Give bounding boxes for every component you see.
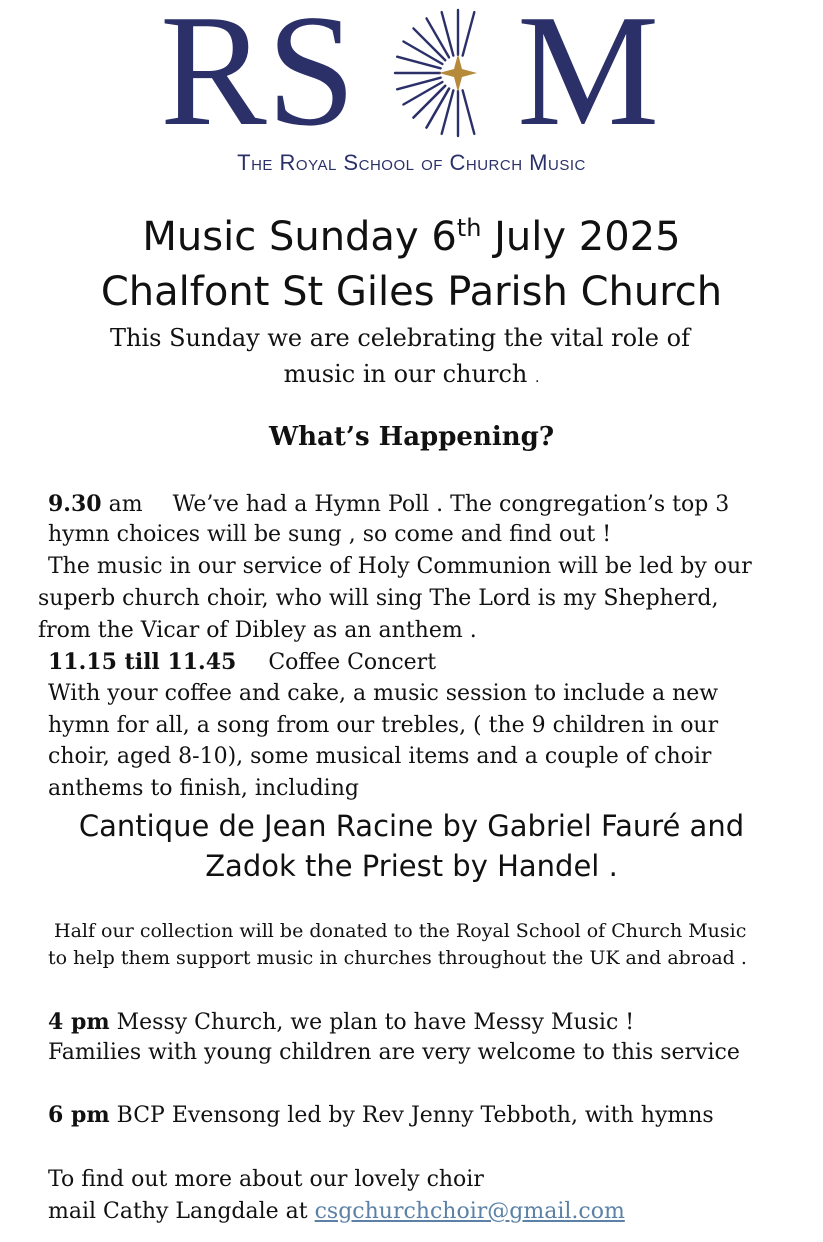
- contact-prefix: mail Cathy Langdale at: [48, 1199, 315, 1224]
- concert-feature1: Cantique de Jean Racine by Gabriel Fauré and: [78, 809, 745, 843]
- morning-line1: [48, 488, 729, 521]
- messy-time: 4 pm: [48, 1009, 110, 1035]
- contact-line1: To find out more about our lovely choir: [48, 1167, 484, 1192]
- messy-line2: Families with young children are very welcome to this service: [48, 1040, 740, 1065]
- morning-time: 9.30: [48, 491, 102, 517]
- concert-label: Coffee Concert: [268, 650, 437, 675]
- morning-line5: from the Vicar of Dibley as an anthem .: [38, 618, 477, 643]
- concert-line1: With your coffee and cake, a music session to include a new: [48, 681, 719, 706]
- collection-line2: to help them support music in churches throughout the UK and abroad .: [48, 947, 747, 969]
- concert-feature2: Zadok the Priest by Handel .: [205, 849, 618, 883]
- intro-line2-dot: .: [534, 370, 540, 386]
- rscm-logo: [0, 0, 823, 190]
- concert-header: [48, 646, 436, 679]
- logo-letters-rs: RS: [160, 0, 356, 159]
- intro-line2: [0, 356, 823, 396]
- collection-line1: Half our collection will be donated to the Royal School of Church Music: [54, 920, 747, 942]
- evensong-time: 6 pm: [48, 1102, 110, 1128]
- evensong-text1: BCP Evensong led by Rev Jenny Tebboth, with hymns: [109, 1103, 714, 1128]
- concert-line2: hymn for all, a song from our trebles, ( the 9 children in our: [48, 713, 719, 738]
- sunburst-star-icon: [393, 8, 523, 138]
- contact-email-link[interactable]: csgchurchchoir@gmail.com: [314, 1199, 625, 1224]
- logo-letter-m: M: [517, 0, 660, 159]
- intro-line2-text: music in our church: [283, 360, 528, 388]
- morning-line3: The music in our service of Holy Communion will be led by our: [48, 554, 752, 579]
- title-date-prefix: Music Sunday 6: [142, 214, 457, 260]
- messy-line1: [48, 1006, 634, 1039]
- contact-line2: [48, 1196, 625, 1228]
- morning-line4: superb church choir, who will sing The Lord is my Shepherd,: [38, 586, 719, 611]
- logo-tagline: The Royal School of Church Music: [237, 150, 586, 175]
- concert-time: 11.15 till 11.45: [48, 649, 237, 675]
- evensong-line1: [48, 1099, 714, 1132]
- intro-line1: This Sunday we are celebrating the vital role of: [110, 324, 690, 352]
- page-title-line2: Chalfont St Giles Parish Church: [100, 269, 723, 315]
- section-heading: What’s Happening?: [268, 422, 555, 452]
- concert-line4: anthems to finish, including: [48, 776, 359, 801]
- title-date-rest: July 2025: [481, 214, 681, 260]
- morning-line2: hymn choices will be sung , so come and find out !: [48, 522, 612, 547]
- morning-time-unit: am: [101, 492, 143, 517]
- title-date-suffix: th: [456, 214, 482, 242]
- messy-text1: Messy Church, we plan to have Messy Music !: [109, 1010, 635, 1035]
- page-title-line1: [0, 214, 823, 260]
- morning-text1: We’ve had a Hymn Poll . The congregation’s top 3: [172, 492, 730, 517]
- concert-line3: choir, aged 8-10), some musical items and a couple of choir: [48, 744, 712, 769]
